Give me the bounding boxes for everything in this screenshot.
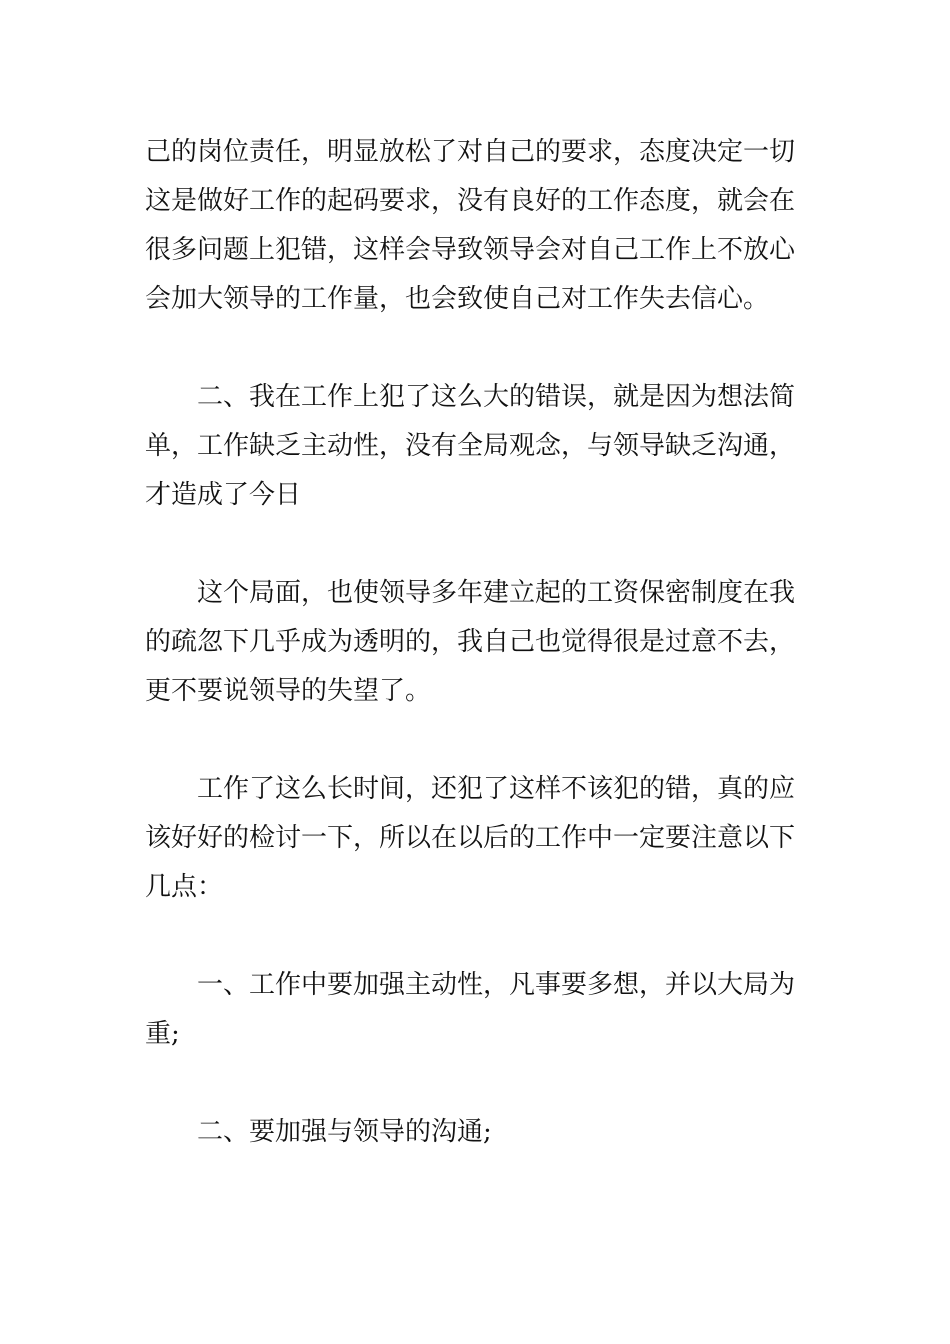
paragraph-4	[145, 765, 807, 912]
paragraph-2	[145, 373, 807, 520]
text-line: 一、工作中要加强主动性，凡事要多想，并以大局为	[197, 970, 796, 1000]
paragraph-5	[145, 961, 807, 1059]
text-line: 己的岗位责任，明显放松了对自己的要求，态度决定一切	[145, 137, 796, 167]
paragraph-3	[145, 569, 807, 716]
text-line: 二、要加强与领导的沟通;	[197, 1117, 492, 1147]
paragraph-gap	[145, 520, 807, 569]
paragraph-gap	[145, 912, 807, 961]
text-line: 重;	[145, 1019, 180, 1049]
paragraph-1	[145, 128, 807, 324]
paragraph-6	[145, 1108, 807, 1157]
paragraph-gap	[145, 1059, 807, 1108]
text-line: 工作了这么长时间，还犯了这样不该犯的错，真的应	[197, 774, 796, 804]
text-line: 会加大领导的工作量，也会致使自己对工作失去信心。	[145, 284, 770, 314]
text-line: 这是做好工作的起码要求，没有良好的工作态度，就会在	[145, 186, 796, 216]
text-line: 很多问题上犯错，这样会导致领导会对自己工作上不放心	[145, 235, 796, 265]
text-line: 单，工作缺乏主动性，没有全局观念，与领导缺乏沟通，	[145, 431, 796, 461]
paragraph-gap	[145, 716, 807, 765]
text-line: 这个局面，也使领导多年建立起的工资保密制度在我	[197, 578, 796, 608]
text-line: 该好好的检讨一下，所以在以后的工作中一定要注意以下	[145, 823, 796, 853]
text-line: 才造成了今日	[145, 480, 302, 510]
text-line: 的疏忽下几乎成为透明的，我自己也觉得很是过意不去，	[145, 627, 796, 657]
text-line: 二、我在工作上犯了这么大的错误，就是因为想法简	[197, 382, 796, 412]
document-body	[145, 128, 807, 1157]
text-line: 更不要说领导的失望了。	[145, 676, 432, 706]
paragraph-gap	[145, 324, 807, 373]
text-line: 几点：	[145, 872, 224, 902]
